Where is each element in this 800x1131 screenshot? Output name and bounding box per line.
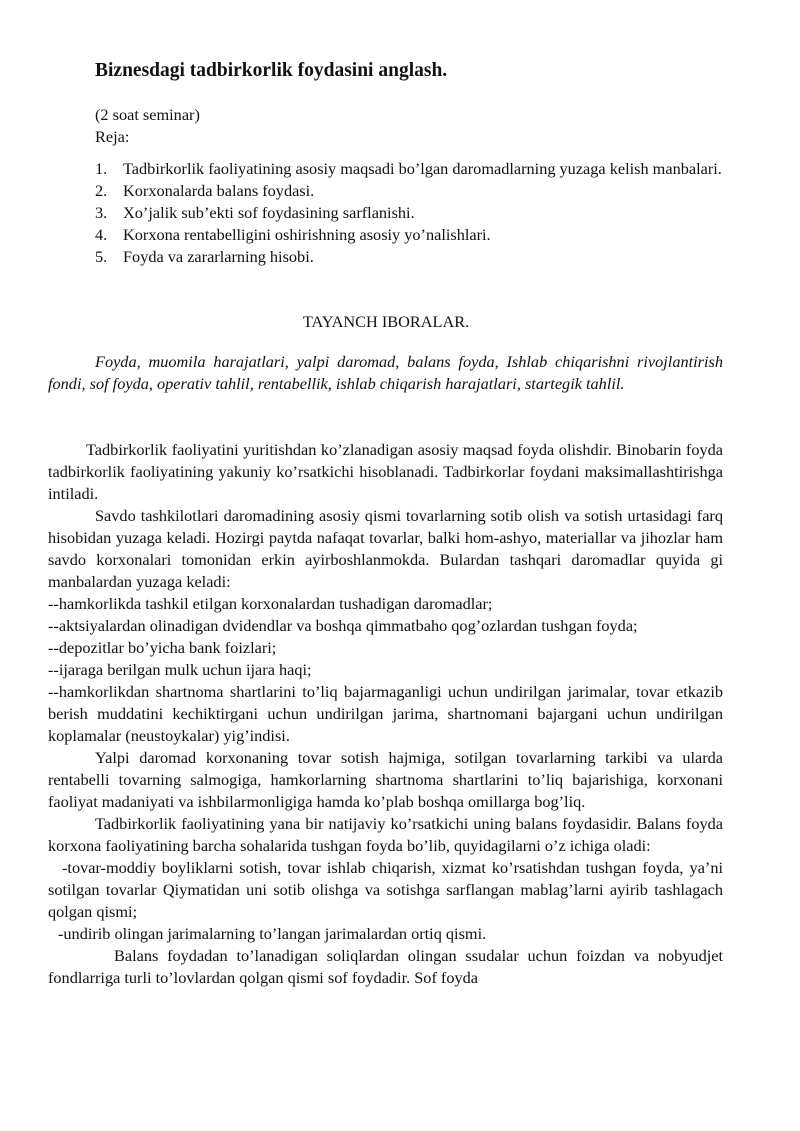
document-subtitle: (2 soat seminar): [95, 105, 200, 124]
plan-item-number: 5.: [95, 247, 108, 266]
plan-item-text: Tadbirkorlik faoliyatining asosiy maqsadi bo’lgan daromadlarning yuzaga kelish manbalari.: [123, 159, 722, 178]
plan-item: [95, 202, 723, 224]
section-heading: TAYANCH IBORALAR.: [302, 312, 470, 331]
body-paragraph: Savdo tashkilotlari daromadining asosiy qismi tovarlarning sotib olish va sotish urtasidagi farq hisobidan yuzaga keladi. Hozirgi paytda nafaqat tovarlar, balki hom-ashyo, materiallar va jihozlar ham savdo korxonalari tomonidan erkin ayirboshlanmokda. Bulardan tashqari daromadlar quyida gi manbalardan yuzaga keladi:: [48, 506, 723, 591]
plan-item: [95, 246, 723, 268]
body-paragraph: Tadbirkorlik faoliyatini yuritishdan ko’zlanadigan asosiy maqsad foyda olishdir. Binobarin foyda tadbirkorlik faoliyatining yakuniy ko’rsatkichi hisoblanadi. Tadbirkorlar foydani maksimallashtirishga intiladi.: [48, 440, 723, 503]
bullet-line: --hamkorlikda tashkil etilgan korxonalardan tushadigan daromadlar;: [48, 594, 493, 613]
document-title: Biznesdagi tadbirkorlik foydasini anglash.: [95, 60, 448, 81]
body-text: [48, 439, 723, 989]
plan-item-text: Xo’jalik sub’ekti sof foydasining sarflanishi.: [123, 203, 415, 222]
plan-list: [95, 158, 723, 268]
plan-item-text: Korxonalarda balans foydasi.: [123, 181, 315, 200]
plan-item: [95, 224, 723, 246]
bullet-line: --hamkorlikdan shartnoma shartlarini to’liq bajarmaganligi uchun undirilgan jarimalar, tovar etkazib berish muddatini kechiktirgani uchun undirilgan jarima, shartnomani bajargani uchun undirilgan koplamalar (neustoykalar) yig’indisi.: [48, 682, 723, 745]
plan-item-number: 4.: [95, 225, 108, 244]
bullet-line: --aktsiyalardan olinadigan dvidendlar va boshqa qimmatbaho qog’ozlardan tushgan foyda;: [48, 616, 638, 635]
keywords-paragraph: Foyda, muomila harajatlari, yalpi daromad, balans foyda, Ishlab chiqarishni rivojlantirish fondi, sof foyda, operativ tahlil, rentabellik, ishlab chiqarish harajatlari, startegik tahlil.: [48, 352, 723, 393]
plan-item-text: Korxona rentabelligini oshirishning asosiy yo’nalishlari.: [123, 225, 491, 244]
plan-item-number: 3.: [95, 203, 108, 222]
plan-label: Reja:: [95, 127, 130, 146]
plan-item-number: 1.: [95, 159, 108, 178]
body-paragraph: Balans foydadan to’lanadigan soliqlardan olingan ssudalar uchun foizdan va nobyudjet fondlarriga turli to’lovlardan qolgan qismi sof foydadir. Sof foyda: [48, 946, 723, 987]
body-paragraph: Yalpi daromad korxonaning tovar sotish hajmiga, sotilgan tovarlarning tarkibi va ularda rentabelli tovarning salmogiga, hamkorlarning shartnoma shartlarini to’liq bajarishiga, korxonani faoliyat madaniyati va ishbilarmonligiga hamda ko’plab boshqa omillarga bog’liq.: [48, 748, 723, 811]
plan-item-number: 2.: [95, 181, 108, 200]
plan-item: [95, 158, 723, 180]
bullet-line: --ijaraga berilgan mulk uchun ijara haqi;: [48, 660, 312, 679]
bullet-line: -tovar-moddiy boyliklarni sotish, tovar ishlab chiqarish, xizmat ko’rsatishdan tushgan foyda, ya’ni sotilgan tovarlar Qiymatidan uni sotib olishga va sotishga sarflangan mablag’larni ayirib tashlagach qolgan qismi;: [48, 858, 723, 921]
plan-item: [95, 180, 723, 202]
plan-item-text: Foyda va zararlarning hisobi.: [123, 247, 314, 266]
bullet-line: -undirib olingan jarimalarning to’langan jarimalardan ortiq qismi.: [58, 924, 487, 943]
bullet-line: --depozitlar bo’yicha bank foizlari;: [48, 638, 277, 657]
body-paragraph: Tadbirkorlik faoliyatining yana bir natijaviy ko’rsatkichi uning balans foydasidir. Balans foyda korxona faoliyatining barcha sohalarida tushgan foyda bo’lib, quyidagilarni o’z ichiga oladi:: [48, 814, 723, 855]
